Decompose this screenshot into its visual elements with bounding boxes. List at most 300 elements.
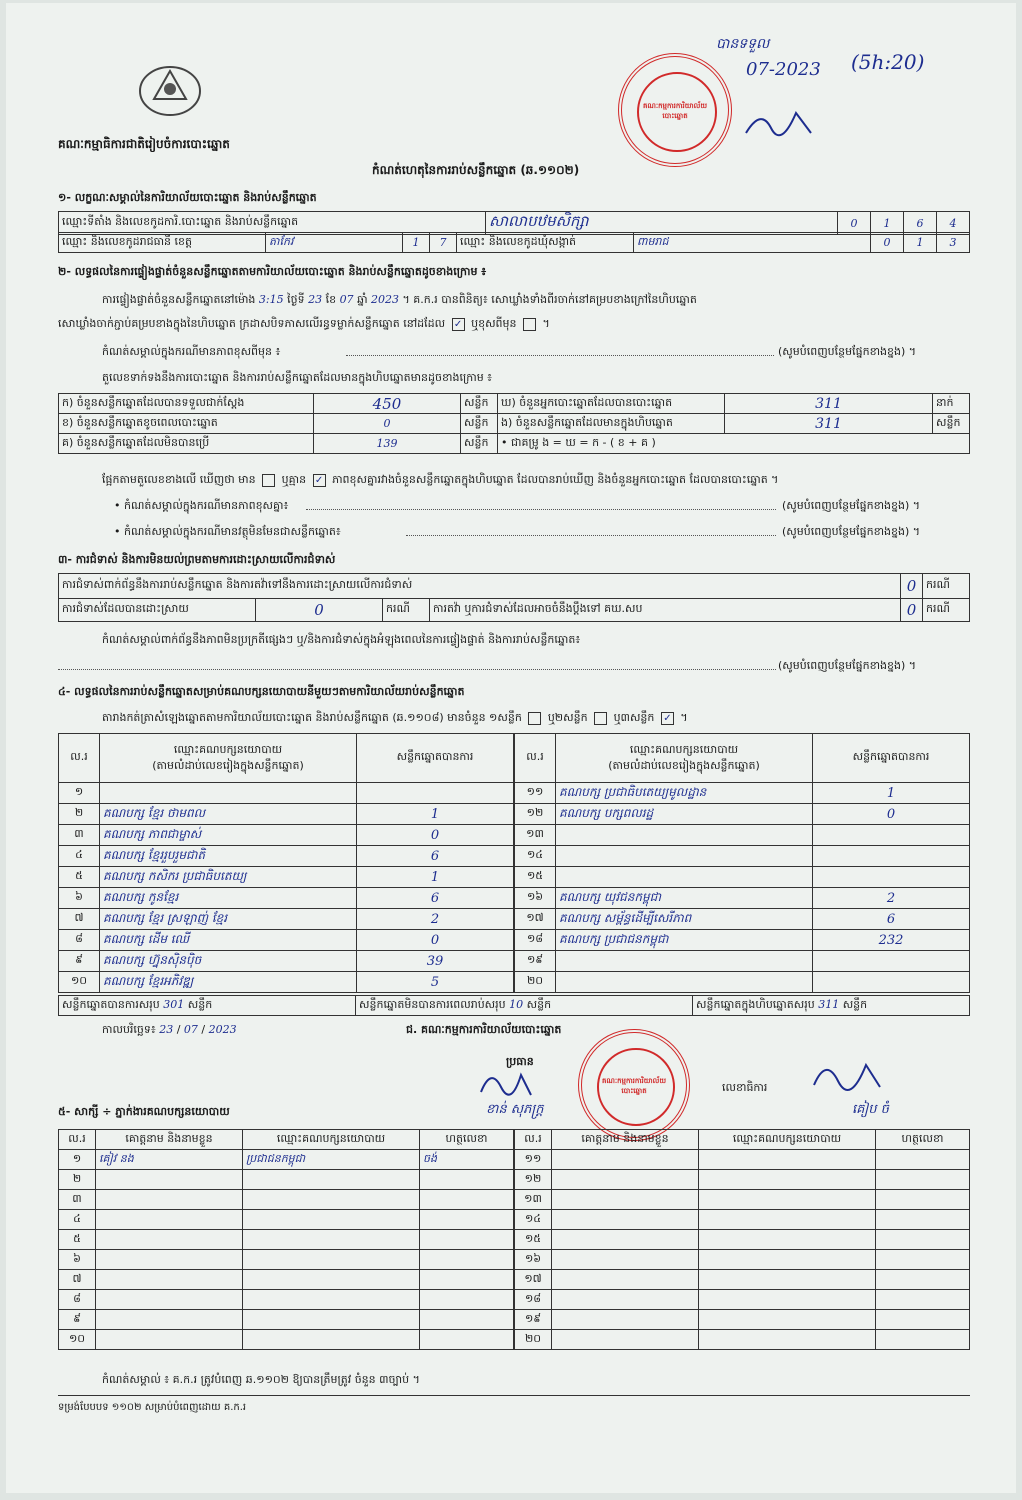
party-name: គណបក្ស ខ្មែរ ស្រឡាញ់ ខ្មែរ xyxy=(100,909,357,930)
secretary-name: គៀប ចំ xyxy=(852,1102,889,1117)
row-no: ១៣ xyxy=(515,1190,552,1210)
table-row xyxy=(59,1290,514,1310)
witness-signature xyxy=(876,1330,970,1350)
row-no: ១ xyxy=(59,1150,96,1170)
vote-count xyxy=(813,846,970,867)
witness-party xyxy=(243,1170,420,1190)
row-no: ៤ xyxy=(59,1210,96,1230)
row-no: ១៩ xyxy=(515,1310,552,1330)
table-row xyxy=(59,951,514,972)
row-no: ១៦ xyxy=(515,1250,552,1270)
witness-name xyxy=(96,1230,243,1250)
witness-party xyxy=(243,1230,420,1250)
vote-count: 6 xyxy=(357,846,514,867)
witness-name xyxy=(552,1170,699,1190)
col-party-sub: (តាមលំដាប់លេខរៀងក្នុងសន្លឹកឆ្នោត) xyxy=(608,759,760,772)
vote-count: 1 xyxy=(357,867,514,888)
table-row xyxy=(59,972,514,993)
table-row xyxy=(59,804,514,825)
official-stamp-top xyxy=(618,53,732,167)
party-name xyxy=(556,867,813,888)
verify-line xyxy=(102,293,697,307)
divider xyxy=(58,1395,970,1396)
code-digit: 6 xyxy=(904,212,937,235)
vote-count: 5 xyxy=(357,972,514,993)
one-sheet-checkbox[interactable] xyxy=(528,712,541,725)
has-discrepancy-checkbox[interactable] xyxy=(262,474,275,487)
col-party xyxy=(556,734,813,783)
party-name: គណបក្ស ខ្មែរ ថាមពល xyxy=(100,804,357,825)
dotted-line xyxy=(406,535,776,536)
commune-value: ពាមរាជ xyxy=(634,233,871,253)
table-row xyxy=(515,1270,970,1290)
province-code-digit: 1 xyxy=(403,233,430,253)
appeal-value: 0 xyxy=(901,599,923,622)
three-sheets-checkbox[interactable]: ✓ xyxy=(661,712,674,725)
form-footer: ទម្រង់បែបបទ ១១០២ សម្រាប់បំពេញដោយ គ.ក.រ xyxy=(58,1402,247,1413)
unit-label: ករណី xyxy=(923,599,970,622)
unused-value: 139 xyxy=(314,434,461,454)
witness-signature xyxy=(420,1310,514,1330)
total-valid xyxy=(59,996,356,1016)
witness-signature xyxy=(420,1170,514,1190)
col-name: គោត្តនាម និងនាមខ្លួន xyxy=(552,1130,699,1150)
date-month: 07 xyxy=(183,1023,198,1036)
date-line: កាលបរិច្ឆេទ៖ 23 / 07 / 2023 xyxy=(102,1023,237,1036)
received-label: ក) ចំនួនសន្លឹកឆ្នោតដែលបានទទួលជាក់ស្តែង xyxy=(59,394,314,414)
row-no: ៩ xyxy=(59,951,100,972)
witness-party xyxy=(699,1250,876,1270)
witness-party xyxy=(699,1150,876,1170)
verify-text: ការផ្ទៀងផ្ទាត់ចំនួនសន្លឹកឆ្នោតនៅម៉ោង xyxy=(102,293,256,306)
sheets-line: តារាងកត់ត្រាសំឡេងឆ្នោតតាមការិយាល័យបោះឆ្នោត និងរាប់សន្លឹកឆ្នោត (ឆ.១១០៨) មានចំនួន ១សន្លឹក ឬ២សន្លឹក ឬ៣សន្លឹក ✓ ។ xyxy=(102,711,688,724)
witness-name xyxy=(96,1250,243,1270)
voters-label: ឃ) ចំនួនអ្នកបោះឆ្នោតដែលបានបោះឆ្នោត xyxy=(498,394,725,414)
unit-label: ករណី xyxy=(923,574,970,599)
row-no: ២០ xyxy=(515,972,556,993)
chair-role: ប្រធាន xyxy=(506,1055,534,1068)
witness-party: ប្រជាជនកម្ពុជា xyxy=(243,1150,420,1170)
figures-table xyxy=(58,393,970,454)
party-name: គណបក្ស ដើម ឈើ xyxy=(100,930,357,951)
sheets-text: តារាងកត់ត្រាសំឡេងឆ្នោតតាមការិយាល័យបោះឆ្នោត និងរាប់សន្លឹកឆ្នោត (ឆ.១១០៨) មានចំនួន ១សន្លឹក xyxy=(102,711,522,724)
unit-label: សន្លឹក xyxy=(461,394,498,414)
vote-count: 232 xyxy=(813,930,970,951)
results-table-left xyxy=(58,733,514,993)
voters-value: 311 xyxy=(725,394,933,414)
location-label: ឈ្មោះទីតាំង និងលេខកូដការិ.បោះឆ្នោត និងរាប់សន្លឹកឆ្នោត xyxy=(59,212,486,235)
diff-note: កំណត់សម្គាល់ក្នុងករណីមានភាពខុសពីមុន ៖ xyxy=(102,345,281,358)
witness-name xyxy=(96,1210,243,1230)
vote-count: 1 xyxy=(813,783,970,804)
table-row xyxy=(515,909,970,930)
table-row xyxy=(59,1330,514,1350)
col-votes: សន្លឹកឆ្នោតបានការ xyxy=(813,734,970,783)
no-discrepancy-label: ឬគ្មាន xyxy=(281,473,307,486)
row-no: ១៩ xyxy=(515,951,556,972)
code-digit: 4 xyxy=(937,212,970,235)
row-no: ១៨ xyxy=(515,1290,552,1310)
date-year: 2023 xyxy=(208,1023,237,1036)
party-name: គណបក្ស ប្រជាធិបតេយ្យមូលដ្ឋាន xyxy=(556,783,813,804)
irregularity-note-end: (សូមបំពេញបន្ថែមផ្នែកខាងខ្នង) ។ xyxy=(778,659,917,672)
table-row xyxy=(515,1310,970,1330)
resolved-value: 0 xyxy=(256,599,383,622)
unit-label: សន្លឹក xyxy=(461,434,498,454)
province-label: ឈ្មោះ និងលេខកូដរាជធានី ខេត្ត xyxy=(59,233,266,253)
section5-heading: ៥- សាក្សី ÷ ភ្នាក់ងារគណបក្សនយោបាយ xyxy=(58,1105,230,1118)
witness-name xyxy=(552,1210,699,1230)
table-row xyxy=(59,1190,514,1210)
witness-party xyxy=(699,1190,876,1210)
party-name: គណបក្ស ភាពជាម្ចាស់ xyxy=(100,825,357,846)
row-no: ៥ xyxy=(59,867,100,888)
table-row xyxy=(59,1170,514,1190)
witness-name xyxy=(552,1290,699,1310)
party-name: គណបក្ស ហ្វ៊ុនស៊ិនប៉ិច xyxy=(100,951,357,972)
table-row xyxy=(59,930,514,951)
no-discrepancy-checkbox[interactable]: ✓ xyxy=(313,474,326,487)
witness-signature xyxy=(876,1250,970,1270)
party-name: គណបក្ស ប្រជាជនកម្ពុជា xyxy=(556,930,813,951)
table-row xyxy=(59,1250,514,1270)
form-title: កំណត់ហេតុនៃការរាប់សន្លឹកឆ្នោត (ឆ.១១០២) xyxy=(372,163,580,177)
verify-day: 23 xyxy=(308,293,323,306)
col-sign: ហត្ថលេខា xyxy=(420,1130,514,1150)
formula: • ជាគម្រូ ង = ឃ = ក - ( ខ + គ ) xyxy=(498,434,970,454)
discrepancy-text: ផ្អែកតាមតួលេខខាងលើ ឃើញថា មាន xyxy=(102,473,256,486)
row-no: ៣ xyxy=(59,1190,96,1210)
witness-party xyxy=(243,1190,420,1210)
row-no: ៦ xyxy=(59,1250,96,1270)
vote-count: 2 xyxy=(813,888,970,909)
witness-name: គៀវ នង xyxy=(96,1150,243,1170)
results-table-right xyxy=(514,733,970,993)
table-row xyxy=(59,825,514,846)
unit-label: សន្លឹក xyxy=(842,997,868,1011)
discrepancy-text-2: ភាពខុសគ្នារវាងចំនួនសន្លឹកឆ្នោតក្នុងហិបឆ្នោត ដែលបានរាប់ឃើញ និងចំនួនអ្នកបោះឆ្នោត ដែលបានបោះឆ្នោត ។ xyxy=(332,473,779,486)
table-row xyxy=(515,1250,970,1270)
receipt-note: បានទទួល xyxy=(716,36,770,52)
total-invalid-value: 10 xyxy=(509,997,524,1011)
receipt-date: 07-2023 xyxy=(746,59,821,80)
dotted-line xyxy=(346,355,774,356)
table-row xyxy=(515,930,970,951)
party-name xyxy=(556,972,813,993)
total-valid-value: 301 xyxy=(163,997,185,1011)
objections-table xyxy=(58,573,970,622)
vote-count: 6 xyxy=(813,909,970,930)
witness-party xyxy=(699,1270,876,1290)
col-no: ល.រ xyxy=(59,1130,96,1150)
commune-code-digit: 0 xyxy=(871,233,904,253)
party-name: គណបក្ស ខ្មែររួបរួមជាតិ xyxy=(100,846,357,867)
col-party-title: ឈ្មោះគណបក្សនយោបាយ xyxy=(629,743,739,756)
row-no: ៤ xyxy=(59,846,100,867)
row-no: ១២ xyxy=(515,804,556,825)
spoiled-value: 0 xyxy=(314,414,461,434)
resolved-label: ការជំទាស់ដែលបានដោះស្រាយ xyxy=(59,599,256,622)
table-row xyxy=(59,846,514,867)
verify-text-2: ។ គ.ក.រ បានពិនិត្យ៖ សោឃ្លាំងទាំងពីរចាក់នៅគម្របខាងក្រៅនៃហិបឆ្នោត xyxy=(402,293,697,306)
figures-intro: តួលេខទាក់ទងនឹងការបោះឆ្នោត និងការរាប់សន្លឹកឆ្នោតដែលមានក្នុងហិបឆ្នោតមានដូចខាងក្រោម ៖ xyxy=(102,371,493,384)
date-day: 23 xyxy=(159,1023,174,1036)
vote-count: 0 xyxy=(357,825,514,846)
row-no: ៨ xyxy=(59,1290,96,1310)
col-party: ឈ្មោះគណបក្សនយោបាយ xyxy=(243,1130,420,1150)
witness-name xyxy=(96,1310,243,1330)
table-row xyxy=(59,1310,514,1330)
row-no: ៦ xyxy=(59,888,100,909)
witness-signature xyxy=(420,1190,514,1210)
table-row xyxy=(59,783,514,804)
table-row xyxy=(515,951,970,972)
row-no: ៧ xyxy=(59,909,100,930)
witness-signature xyxy=(876,1210,970,1230)
total-in-box-value: 311 xyxy=(818,997,840,1011)
row-no: ១០ xyxy=(59,1330,96,1350)
commune-code-digit: 3 xyxy=(937,233,970,253)
vote-count xyxy=(357,783,514,804)
table-row xyxy=(59,888,514,909)
witness-party xyxy=(243,1310,420,1330)
table-row xyxy=(59,867,514,888)
table-row xyxy=(515,1170,970,1190)
witness-table-right xyxy=(514,1129,970,1350)
changed-label: ឬខុសពីមុន xyxy=(471,317,517,330)
row-no: ១០ xyxy=(59,972,100,993)
two-sheets-checkbox[interactable] xyxy=(594,712,607,725)
unit-label: នាក់ xyxy=(933,394,970,414)
witness-party xyxy=(243,1270,420,1290)
witness-name xyxy=(96,1270,243,1290)
col-no: ល.រ xyxy=(59,734,100,783)
table-row xyxy=(515,1210,970,1230)
party-name: គណបក្ស បក្សពលរដ្ឋ xyxy=(556,804,813,825)
row-no: ២ xyxy=(59,804,100,825)
row-no: ១៦ xyxy=(515,888,556,909)
witness-party xyxy=(243,1330,420,1350)
vote-count xyxy=(813,867,970,888)
witness-party xyxy=(243,1290,420,1310)
row-no: ១៥ xyxy=(515,867,556,888)
party-name xyxy=(556,825,813,846)
witness-party xyxy=(243,1210,420,1230)
witness-party xyxy=(699,1210,876,1230)
witness-party xyxy=(699,1290,876,1310)
row-no: ១៤ xyxy=(515,846,556,867)
in-box-value: 311 xyxy=(725,414,933,434)
witness-signature: ចង់ xyxy=(420,1150,514,1170)
witness-signature xyxy=(420,1210,514,1230)
table-row xyxy=(515,867,970,888)
vote-count: 39 xyxy=(357,951,514,972)
witness-name xyxy=(552,1190,699,1210)
dotted-line xyxy=(58,669,776,670)
col-sign: ហត្ថលេខា xyxy=(876,1130,970,1150)
unit-label: ករណី xyxy=(383,599,430,622)
witness-signature xyxy=(876,1270,970,1290)
date-label: កាលបរិច្ឆេទ៖ xyxy=(102,1023,156,1036)
witness-name xyxy=(552,1150,699,1170)
table-row xyxy=(515,1150,970,1170)
table-row xyxy=(515,1290,970,1310)
received-value: 450 xyxy=(314,394,461,414)
discrepancy-line xyxy=(102,473,778,487)
table-row xyxy=(515,825,970,846)
spoiled-label: ខ) ចំនួនសន្លឹកឆ្នោតខូចពេលបោះឆ្នោត xyxy=(59,414,314,434)
party-name xyxy=(556,846,813,867)
witness-name xyxy=(552,1310,699,1330)
table-row xyxy=(515,972,970,993)
witness-signature xyxy=(876,1290,970,1310)
table-row xyxy=(59,1270,514,1290)
total-in-box-label: សន្លឹកឆ្នោតក្នុងហិបឆ្នោតសរុប xyxy=(696,997,815,1011)
receipt-signature xyxy=(741,103,821,147)
total-invalid xyxy=(356,996,693,1016)
vote-count: 6 xyxy=(357,888,514,909)
col-party-title: ឈ្មោះគណបក្សនយោបាយ xyxy=(173,743,283,756)
province-code-digit: 7 xyxy=(430,233,457,253)
unit-label: សន្លឹក xyxy=(187,997,213,1011)
total-in-box xyxy=(693,996,970,1016)
verify-month: 07 xyxy=(339,293,354,306)
witness-signature xyxy=(420,1290,514,1310)
table-row xyxy=(515,888,970,909)
witness-name xyxy=(552,1330,699,1350)
party-name: គណបក្ស កសិករ ប្រជាធិបតេយ្យ xyxy=(100,867,357,888)
stamp-text: គណៈកម្មការការិយាល័យបោះឆ្នោត xyxy=(601,1076,666,1095)
objection-value: 0 xyxy=(901,574,923,599)
witness-name xyxy=(96,1170,243,1190)
unchanged-checkbox[interactable]: ✓ xyxy=(452,318,465,331)
row-no: ២០ xyxy=(515,1330,552,1350)
province-value: តាកែវ xyxy=(266,233,403,253)
totals-table xyxy=(58,995,970,1016)
party-name: គណបក្ស យុវជនកម្ពុជា xyxy=(556,888,813,909)
unit-label: សន្លឹក xyxy=(526,997,552,1011)
witness-signature xyxy=(876,1150,970,1170)
secretary-label: លេខាធិការ xyxy=(722,1081,768,1094)
row-no: ៥ xyxy=(59,1230,96,1250)
verify-time: 3:15 xyxy=(258,293,284,306)
official-stamp-bottom xyxy=(578,1029,690,1141)
commune-code-digit: 1 xyxy=(904,233,937,253)
table-row xyxy=(515,846,970,867)
witness-party xyxy=(699,1330,876,1350)
witness-signature xyxy=(876,1170,970,1190)
witness-signature xyxy=(420,1270,514,1290)
two-sheets-label: ឬ២សន្លឹក xyxy=(547,711,588,724)
row-no: ១៧ xyxy=(515,1270,552,1290)
col-no: ល.រ xyxy=(515,1130,552,1150)
row-no: ៨ xyxy=(59,930,100,951)
row-no: ៣ xyxy=(59,825,100,846)
row-no: ១៥ xyxy=(515,1230,552,1250)
year-label: ឆ្នាំ xyxy=(357,293,368,306)
witness-signature xyxy=(876,1310,970,1330)
row-no: ១ xyxy=(59,783,100,804)
section1-table-row2 xyxy=(58,232,970,253)
witness-name xyxy=(96,1290,243,1310)
witness-signature xyxy=(420,1330,514,1350)
witness-signature xyxy=(876,1190,970,1210)
section4-heading: ៤- លទ្ធផលនៃការរាប់សន្លឹកឆ្នោតសម្រាប់គណបក្សនយោបាយនីមួយៗតាមការិយាល័យរាប់សន្លឹកឆ្នោត xyxy=(58,685,465,698)
col-party-sub: (តាមលំដាប់លេខរៀងក្នុងសន្លឹកឆ្នោត) xyxy=(152,759,304,772)
witness-signature xyxy=(420,1230,514,1250)
table-row xyxy=(59,1150,514,1170)
witness-party xyxy=(699,1230,876,1250)
commune-label: ឈ្មោះ និងលេខកូដឃុំសង្កាត់ xyxy=(457,233,634,253)
table-row xyxy=(515,804,970,825)
vote-count xyxy=(813,951,970,972)
col-no: ល.រ xyxy=(515,734,556,783)
row-no: ៩ xyxy=(59,1310,96,1330)
witness-name xyxy=(552,1230,699,1250)
vote-count xyxy=(813,972,970,993)
section2-heading: ២- លទ្ធផលនៃការផ្ទៀងផ្ទាត់ចំនួនសន្លឹកឆ្នោតតាមការិយាល័យបោះឆ្នោត និងរាប់សន្លឹកឆ្នោតដូចខាងក្រោម ៖ xyxy=(58,265,487,278)
witness-party xyxy=(699,1170,876,1190)
stamp-text: គណៈកម្មការការិយាល័យបោះឆ្នោត xyxy=(642,101,707,120)
row-no: ១១ xyxy=(515,1150,552,1170)
col-name: គោត្តនាម និងនាមខ្លួន xyxy=(96,1130,243,1150)
row-no: ១៧ xyxy=(515,909,556,930)
section3-heading: ៣- ការជំទាស់ និងការមិនយល់ព្រមតាមការដោះស្រាយលើការជំទាស់ xyxy=(58,553,336,566)
signing-org: ជ. គណៈកម្មការការិយាល័យបោះឆ្នោត xyxy=(406,1023,562,1036)
table-row xyxy=(59,1210,514,1230)
vote-count: 2 xyxy=(357,909,514,930)
unit-label: សន្លឹក xyxy=(933,414,970,434)
witness-signature xyxy=(420,1250,514,1270)
footnote: កំណត់សម្គាល់ ៖ គ.ក.រ ត្រូវបំពេញ ឆ.១១០២ ឱ្យបានត្រឹមត្រូវ ចំនួន ៣ច្បាប់ ។ xyxy=(102,1373,420,1386)
chair-signature xyxy=(476,1067,536,1105)
unit-label: សន្លឹក xyxy=(461,414,498,434)
party-name xyxy=(556,951,813,972)
appeal-label: ការតវ៉ា ឬការជំទាស់ដែលអាចចំនឹងប្តឹងទៅ គឃ.សប xyxy=(430,599,901,622)
row-no: ១៨ xyxy=(515,930,556,951)
total-invalid-label: សន្លឹកឆ្នោតមិនបានការពេលរាប់សរុប xyxy=(359,997,506,1011)
secretary-signature xyxy=(806,1055,886,1099)
row-no: ៧ xyxy=(59,1270,96,1290)
note-foreign-object: • កំណត់សម្គាល់ក្នុងករណីមានវត្ថុមិនមែនជាសន្លឹកឆ្នោត៖ xyxy=(114,525,341,538)
verify-year: 2023 xyxy=(371,293,400,306)
party-name: គណបក្ស ខ្មែរអភិវឌ្ឍ xyxy=(100,972,357,993)
unused-label: គ) ចំនួនសន្លឹកឆ្នោតដែលមិនបានប្រើ xyxy=(59,434,314,454)
witness-table-left xyxy=(58,1129,514,1350)
witness-name xyxy=(552,1250,699,1270)
seal-line: សោឃ្លាំងចាក់ភ្ជាប់គម្របខាងក្នុងនៃហិបឆ្នោត ក្រដាសបិទភាសលើរន្ធទម្លាក់សន្លឹកឆ្នោត នៅដដែល ✓ ឬខុសពីមុន ។ xyxy=(58,317,550,330)
dotted-line xyxy=(306,509,776,510)
note-foreign-object-end: (សូមបំពេញបន្ថែមផ្នែកខាងខ្នង) ។ xyxy=(782,525,921,538)
witness-name xyxy=(96,1330,243,1350)
witness-signature xyxy=(876,1230,970,1250)
diff-note-end: (សូមបំពេញបន្ថែមផ្នែកខាងខ្នង) ។ xyxy=(778,345,917,358)
party-name xyxy=(100,783,357,804)
irregularity-note: កំណត់សម្គាល់ពាក់ព័ន្ធនឹងភាពមិនប្រក្រតីផ្សេងៗ ឬ/និងការជំទាស់ក្នុងអំឡុងពេលនៃការផ្ទៀងផ្ទាត់ និងការរាប់សន្លឹកឆ្នោត៖ xyxy=(102,633,581,646)
receipt-time: (5h:20) xyxy=(851,50,925,74)
day-label: ថ្ងៃទី xyxy=(287,293,305,306)
chair-name: ខាន់ សុភក្ត្រ xyxy=(486,1102,544,1117)
col-party xyxy=(100,734,357,783)
table-row xyxy=(59,1230,514,1250)
col-votes: សន្លឹកឆ្នោតបានការ xyxy=(357,734,514,783)
witness-name xyxy=(552,1270,699,1290)
party-name: គណបក្ស កូនខ្មែរ xyxy=(100,888,357,909)
month-label: ខែ xyxy=(325,293,337,306)
changed-checkbox[interactable] xyxy=(523,318,536,331)
location-value: សាលាបឋមសិក្សា xyxy=(486,212,838,235)
row-no: ១១ xyxy=(515,783,556,804)
